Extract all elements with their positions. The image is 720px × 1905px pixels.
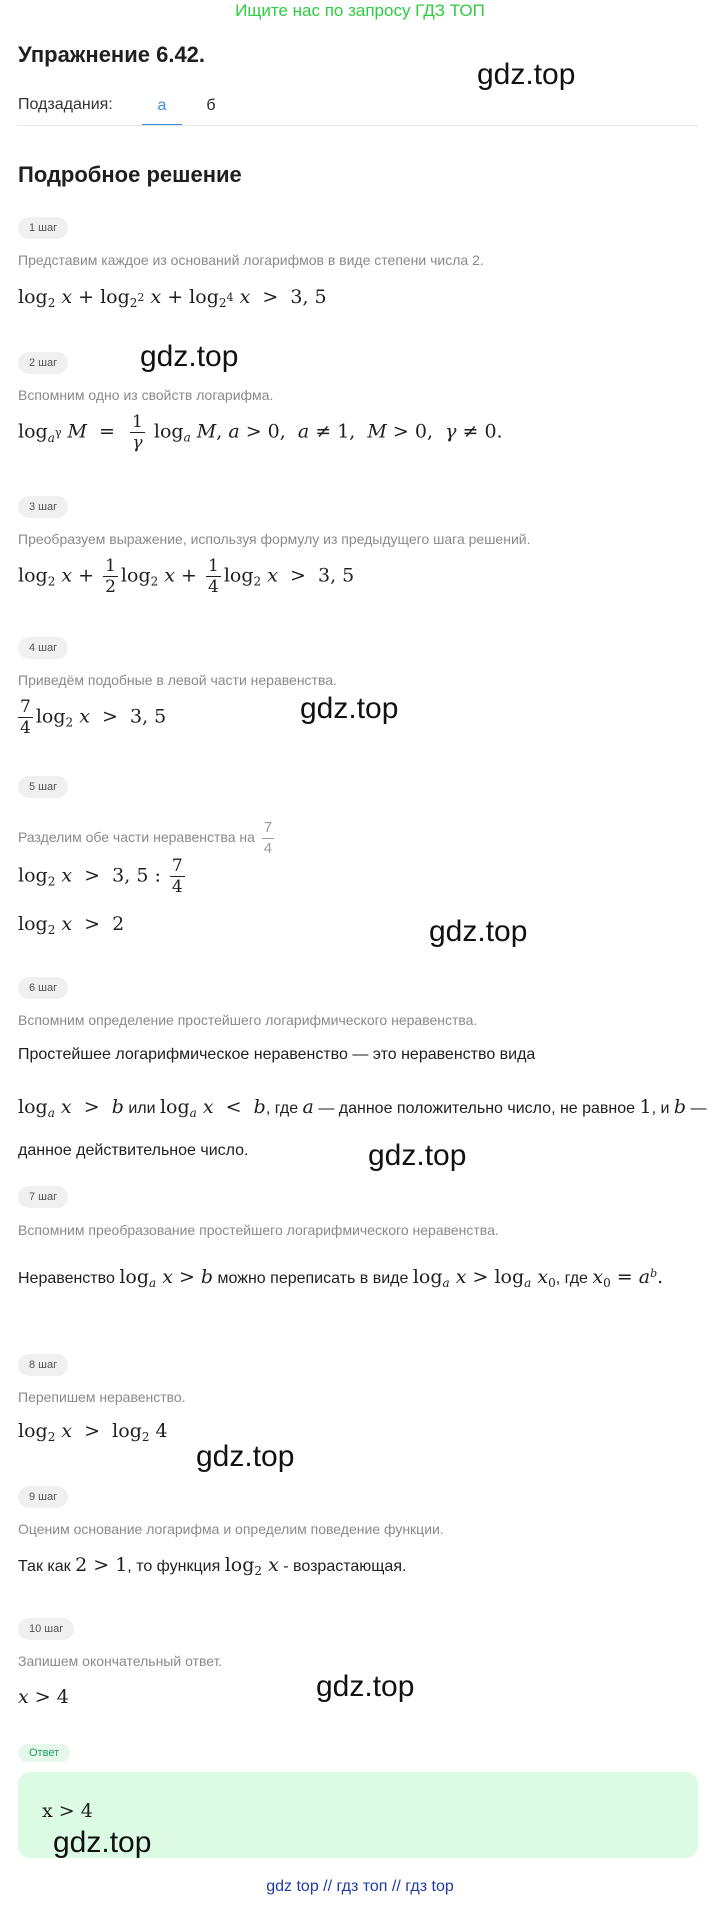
answer-value: x > 4	[42, 1800, 93, 1822]
step-6-text-1: Простейшее логарифмическое неравенство — это неравенство вида	[18, 1046, 536, 1063]
answer-badge: Ответ	[18, 1744, 70, 1762]
where-text: , где	[265, 1100, 299, 1117]
tab-b[interactable]: б	[206, 97, 216, 114]
footer-separator: //	[391, 1878, 401, 1895]
step-5-desc: Разделим обе части неравенства на $\frac{7}{4}$	[18, 819, 273, 857]
watermark: gdz.top	[368, 1139, 467, 1172]
step-9-t3: - возрастающая.	[283, 1558, 407, 1575]
step-9-t1: Так как	[18, 1558, 71, 1575]
watermark: gdz.top	[429, 915, 528, 948]
step-7-text: Неравенство $\log_a x > b$ можно переписать в виде $\log_a x > \log_a x_0$, где $x_0 = a^b$.	[18, 1266, 664, 1290]
step-6-desc: Вспомним определение простейшего логарифмического неравенства.	[18, 1012, 478, 1028]
promo-banner[interactable]: Ищите нас по запросу ГДЗ ТОП	[235, 1, 485, 20]
step-6-badge: 6 шаг	[18, 977, 68, 999]
subtasks-label: Подзадания:	[18, 96, 113, 113]
step-2-formula: $\log_{a^\gamma} M$ = $\frac{1}{\gamma}$ $\log_a M$, a > 0, a ≠ 1, M > 0, γ ≠ 0.	[18, 412, 503, 453]
step-1-formula: $\log_2 x + \log_{2^2} x + \log_{2^4} x > 3$, 5	[18, 286, 327, 310]
footer-link-gdz-top-mixed[interactable]: гдз top	[405, 1878, 454, 1895]
footer-link-gdz-top-ru[interactable]: гдз топ	[336, 1878, 388, 1895]
step-4-formula: $\frac{7}{4}$ $\log_2 x > 3$, 5	[20, 697, 167, 738]
step-3-badge: 3 шаг	[18, 496, 68, 518]
watermark: gdz.top	[140, 340, 239, 373]
watermark: gdz.top	[196, 1440, 295, 1473]
footer-link-gdz-top[interactable]: gdz top	[266, 1878, 319, 1895]
step-8-formula: $\log_2 x > \log_2 4$	[18, 1420, 168, 1444]
page-title: Упражнение 6.42.	[18, 42, 206, 67]
footer-links	[0, 1878, 720, 1896]
rest1-text: — данное положительно число, не равное	[318, 1100, 636, 1117]
divider	[18, 125, 698, 126]
step-9-badge: 9 шаг	[18, 1486, 68, 1508]
step-5-badge: 5 шаг	[18, 776, 68, 798]
step-8-desc: Перепишем неравенство.	[18, 1389, 186, 1405]
watermark: gdz.top	[316, 1670, 415, 1703]
step-5-formula-2: $\log_2 x > 2$	[18, 913, 125, 937]
rest2-text: — данное действительное число.	[18, 1100, 707, 1159]
watermark: gdz.top	[300, 692, 399, 725]
step-9-t2: , то функция	[127, 1558, 221, 1575]
step-9-text: Так как 2 > 1, то функция $\log_2 x$ - возрастающая.	[18, 1554, 407, 1578]
watermark: gdz.top	[477, 58, 576, 91]
step-5-formula-1: $\log_2 x > 3$, 5 : $\frac{7}{4}$	[18, 856, 183, 897]
step-10-desc: Запишем окончательный ответ.	[18, 1653, 223, 1669]
step-10-formula: x > 4	[18, 1686, 69, 1708]
step-7-t3: , где	[555, 1270, 588, 1287]
step-6-text-2: $\log_a x > b$ или $\log_a x < b$, где a — данное положительно число, не равное 1, и b — данное действительное число.	[18, 1096, 707, 1159]
step-3-formula: $\log_2 x$ + $\frac{1}{2}$ $\log_2 x$ + $\frac{1}{4}$ $\log_2 x > 3$, 5	[18, 556, 355, 597]
tab-a[interactable]: а	[142, 94, 182, 126]
watermark: gdz.top	[53, 1826, 152, 1859]
step-10-badge: 10 шаг	[18, 1618, 74, 1640]
step-9-desc: Оценим основание логарифма и определим поведение функции.	[18, 1521, 444, 1537]
step-1-desc: Представим каждое из оснований логарифмов в виде степени числа 2.	[18, 252, 484, 268]
step-2-desc: Вспомним одно из свойств логарифма.	[18, 387, 274, 403]
step-5-desc-text: Разделим обе части неравенства на	[18, 829, 255, 846]
step-3-desc: Преобразуем выражение, используя формулу из предыдущего шага решений.	[18, 531, 531, 547]
step-4-desc: Приведём подобные в левой части неравенства.	[18, 672, 337, 688]
or-text: или	[128, 1100, 156, 1117]
footer-separator: //	[323, 1878, 333, 1895]
step-7-t2: можно переписать в виде	[217, 1270, 409, 1287]
section-title: Подробное решение	[18, 162, 242, 187]
step-2-badge: 2 шаг	[18, 352, 68, 374]
step-7-desc: Вспомним преобразование простейшего логарифмического неравенства.	[18, 1222, 499, 1238]
and-text: , и	[651, 1100, 670, 1117]
step-7-t1: Неравенство	[18, 1270, 115, 1287]
step-4-badge: 4 шаг	[18, 637, 68, 659]
step-1-badge: 1 шаг	[18, 217, 68, 239]
step-8-badge: 8 шаг	[18, 1354, 68, 1376]
step-7-badge: 7 шаг	[18, 1186, 68, 1208]
